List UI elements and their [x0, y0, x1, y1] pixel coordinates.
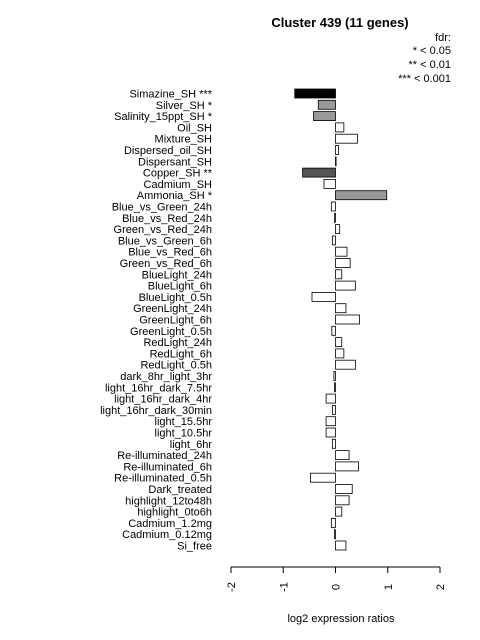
bar-bluelight-24h — [336, 270, 342, 279]
bar-cadmium-1-2mg — [331, 518, 335, 527]
category-label: Blue_vs_Green_24h — [111, 201, 212, 214]
bar-dispersant-sh — [336, 157, 337, 166]
x-tick-label: -1 — [278, 582, 291, 592]
bar-blue-vs-red-24h — [334, 213, 335, 222]
category-label: light_16hr_dark_4hr — [114, 393, 212, 406]
bar-bluelight-0-5h — [312, 292, 336, 301]
bar-light-16hr-dark-4hr — [326, 394, 335, 403]
chart-title: Cluster 439 (11 genes) — [271, 15, 409, 30]
category-label: Salinity_15ppt_SH * — [114, 111, 212, 124]
bar-light-10-5hr — [326, 428, 335, 437]
x-axis-label: log2 expression ratios — [287, 613, 395, 625]
x-tick-label: -2 — [226, 582, 238, 592]
bar-dark-8hr-light-3hr — [334, 372, 336, 381]
category-label: light_16hr_dark_7.5hr — [104, 382, 212, 395]
category-label: Copper_SH ** — [142, 167, 212, 180]
bar-copper-sh — [303, 168, 336, 177]
category-label: Blue_vs_Green_6h — [117, 235, 212, 248]
category-label: Re-illuminated_6h — [123, 461, 212, 474]
category-label: Silver_SH * — [155, 99, 212, 112]
x-tick-label: 0 — [330, 583, 343, 591]
bar-silver-sh — [318, 100, 335, 109]
bar-cadmium-0-12mg — [334, 530, 335, 539]
category-label: Re-illuminated_24h — [117, 450, 212, 463]
category-label: BlueLight_24h — [141, 269, 212, 282]
bar-re-illuminated-6h — [336, 462, 359, 471]
category-label: Ammonia_SH * — [136, 190, 212, 203]
bar-light-6hr — [332, 439, 335, 448]
category-label: GreenLight_6h — [139, 314, 212, 327]
category-label: RedLight_0.5h — [140, 359, 212, 372]
bar-blue-vs-green-6h — [332, 236, 335, 245]
x-axis — [226, 567, 447, 592]
legend-entry-fdr-005: * < 0.05 — [412, 45, 451, 57]
category-label: Cadmium_SH — [143, 178, 212, 191]
category-label: Blue_vs_Red_24h — [122, 212, 212, 225]
category-label: Green_vs_Red_24h — [113, 224, 212, 237]
category-label: BlueLight_0.5h — [138, 291, 212, 304]
category-label: Dispersed_oil_SH — [123, 145, 212, 157]
bar-ammonia-sh — [336, 191, 387, 200]
bar-greenlight-6h — [336, 315, 360, 324]
category-labels — [100, 89, 213, 553]
bar-mixture-sh — [336, 134, 358, 143]
bar-light-16hr-dark-7-5hr — [334, 383, 335, 392]
category-label: Dispersant_SH — [138, 156, 212, 169]
bar-blue-vs-red-6h — [336, 247, 347, 256]
bar-blue-vs-green-24h — [331, 202, 335, 211]
category-label: Mixture_SH — [154, 133, 212, 146]
category-label: light_16hr_dark_30min — [100, 404, 212, 417]
bar-greenlight-0-5h — [332, 326, 336, 335]
category-label: Si_free — [177, 540, 212, 553]
x-tick-label: 2 — [435, 583, 447, 591]
bar-simazine-sh — [295, 89, 336, 98]
legend-entry-fdr-0001: *** < 0.001 — [398, 73, 451, 85]
bar-si-free — [336, 541, 346, 550]
category-label: light_10.5hr — [154, 427, 212, 440]
bar-redlight-0-5h — [336, 360, 356, 369]
category-label: Cadmium_0.12mg — [122, 529, 212, 542]
bar-salinity-15ppt-sh — [314, 112, 336, 121]
category-label: Re-illuminated_0.5h — [114, 472, 212, 485]
category-label: Cadmium_1.2mg — [128, 517, 212, 530]
category-label: Oil_SH — [177, 122, 212, 135]
bar-green-vs-red-24h — [336, 225, 340, 234]
bar-greenlight-24h — [336, 304, 346, 313]
x-tick-label: 1 — [382, 583, 395, 591]
category-label: highlight_0to6h — [137, 506, 212, 519]
bar-dispersed-oil-sh — [336, 146, 339, 155]
category-label: highlight_12to48h — [125, 495, 212, 508]
bar-highlight-12to48h — [336, 496, 350, 505]
category-label: BlueLight_6h — [147, 280, 212, 293]
category-label: light_6hr — [169, 438, 212, 451]
category-label: RedLight_6h — [149, 348, 212, 361]
bar-dark-treated — [336, 485, 353, 494]
bar-oil-sh — [336, 123, 344, 132]
category-label: light_15.5hr — [154, 416, 212, 429]
category-label: Dark_treated — [148, 484, 212, 496]
bar-highlight-0to6h — [336, 507, 342, 516]
bar-light-16hr-dark-30min — [332, 405, 335, 414]
bar-re-illuminated-24h — [336, 451, 350, 460]
category-label: dark_8hr_light_3hr — [120, 371, 212, 383]
bar-light-15-5hr — [326, 417, 335, 426]
category-label: GreenLight_0.5h — [130, 325, 212, 338]
bar-redlight-24h — [336, 338, 342, 347]
category-label: RedLight_24h — [143, 337, 212, 350]
bar-green-vs-red-6h — [336, 259, 351, 268]
legend-title: fdr: — [435, 32, 451, 44]
bar-cadmium-sh — [324, 179, 335, 188]
category-label: Green_vs_Red_6h — [119, 258, 212, 270]
category-label: GreenLight_24h — [133, 303, 212, 316]
bar-redlight-6h — [336, 349, 344, 358]
legend-entry-fdr-001: ** < 0.01 — [408, 59, 451, 71]
bar-group — [295, 89, 387, 550]
category-label: Blue_vs_Red_6h — [128, 246, 212, 259]
bar-bluelight-6h — [336, 281, 356, 290]
bar-re-illuminated-0-5h — [310, 473, 335, 482]
category-label: Simazine_SH *** — [129, 88, 212, 101]
